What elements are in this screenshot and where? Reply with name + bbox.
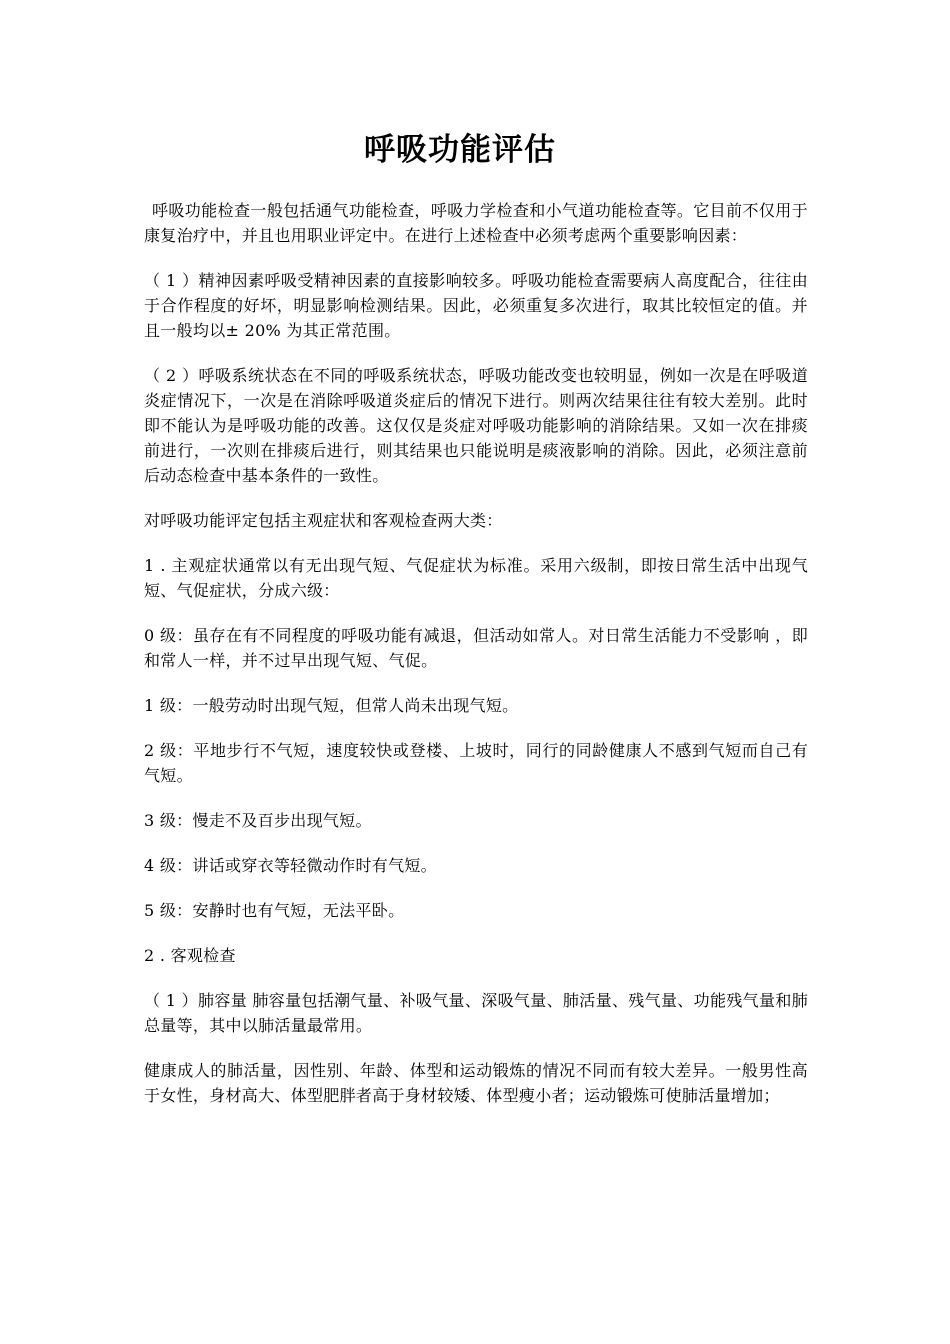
paragraph-vital-capacity: 健康成人的肺活量，因性别、年龄、体型和运动锻炼的情况不同而有较大差异。一般男性高于女性，身材高大、体型肥胖者高于身材较矮、体型瘦小者；运动锻炼可使肺活量增加； [144, 1061, 808, 1105]
document-body [144, 198, 808, 1128]
document-title: 呼吸功能评估 [364, 132, 556, 168]
paragraph-grade-2: 2 级：平地步行不气短，速度较快或登楼、上坡时，同行的同龄健康人不感到气短而自己有气短。 [144, 741, 808, 785]
paragraph-grade-4: 4 级：讲话或穿衣等轻微动作时有气短。 [144, 856, 437, 875]
paragraph-factor-mental: （ 1 ）精神因素呼吸受精神因素的直接影响较多。呼吸功能检查需要病人高度配合，往往由于合作程度的好坏，明显影响检测结果。因此，必须重复多次进行，取其比较恒定的值。并且一般均以± 20% 为其正常范围。 [144, 271, 808, 340]
paragraph-factor-respiratory-state: （ 2 ）呼吸系统状态在不同的呼吸系统状态，呼吸功能改变也较明显，例如一次是在呼吸道炎症情况下，一次是在消除呼吸道炎症后的情况下进行。则两次结果往往有较大差别。此时即不能认为是呼吸功能的改善。这仅仅是炎症对呼吸功能影响的消除结果。又如一次在排痰前进行，一次则在排痰后进行，则其结果也只能说明是痰液影响的消除。因此，必须注意前后动态检查中基本条件的一致性。 [144, 366, 808, 485]
paragraph-intro: 呼吸功能检查一般包括通气功能检查，呼吸力学检查和小气道功能检查等。它目前不仅用于康复治疗中，并且也用职业评定中。在进行上述检查中必须考虑两个重要影响因素： [144, 201, 808, 245]
paragraph-objective-heading: 2 . 客观检查 [144, 946, 236, 965]
paragraph-grade-0: 0 级：虽存在有不同程度的呼吸功能有减退，但活动如常人。对日常生活能力不受影响 ，即和常人一样，并不过早出现气短、气促。 [144, 626, 808, 670]
paragraph-subjective-symptoms: 1 . 主观症状通常以有无出现气短、气促症状为标准。采用六级制，即按日常生活中出现气短、气促症状，分成六级： [144, 556, 808, 600]
paragraph-grade-5: 5 级：安静时也有气短，无法平卧。 [144, 901, 405, 920]
paragraph-assessment-categories: 对呼吸功能评定包括主观症状和客观检查两大类： [144, 511, 503, 530]
paragraph-grade-1: 1 级：一般劳动时出现气短，但常人尚未出现气短。 [144, 696, 519, 715]
paragraph-grade-3: 3 级：慢走不及百步出现气短。 [144, 811, 372, 830]
paragraph-lung-volume: （ 1 ）肺容量 肺容量包括潮气量、补吸气量、深吸气量、肺活量、残气量、功能残气量和肺总量等，其中以肺活量最常用。 [144, 991, 808, 1035]
